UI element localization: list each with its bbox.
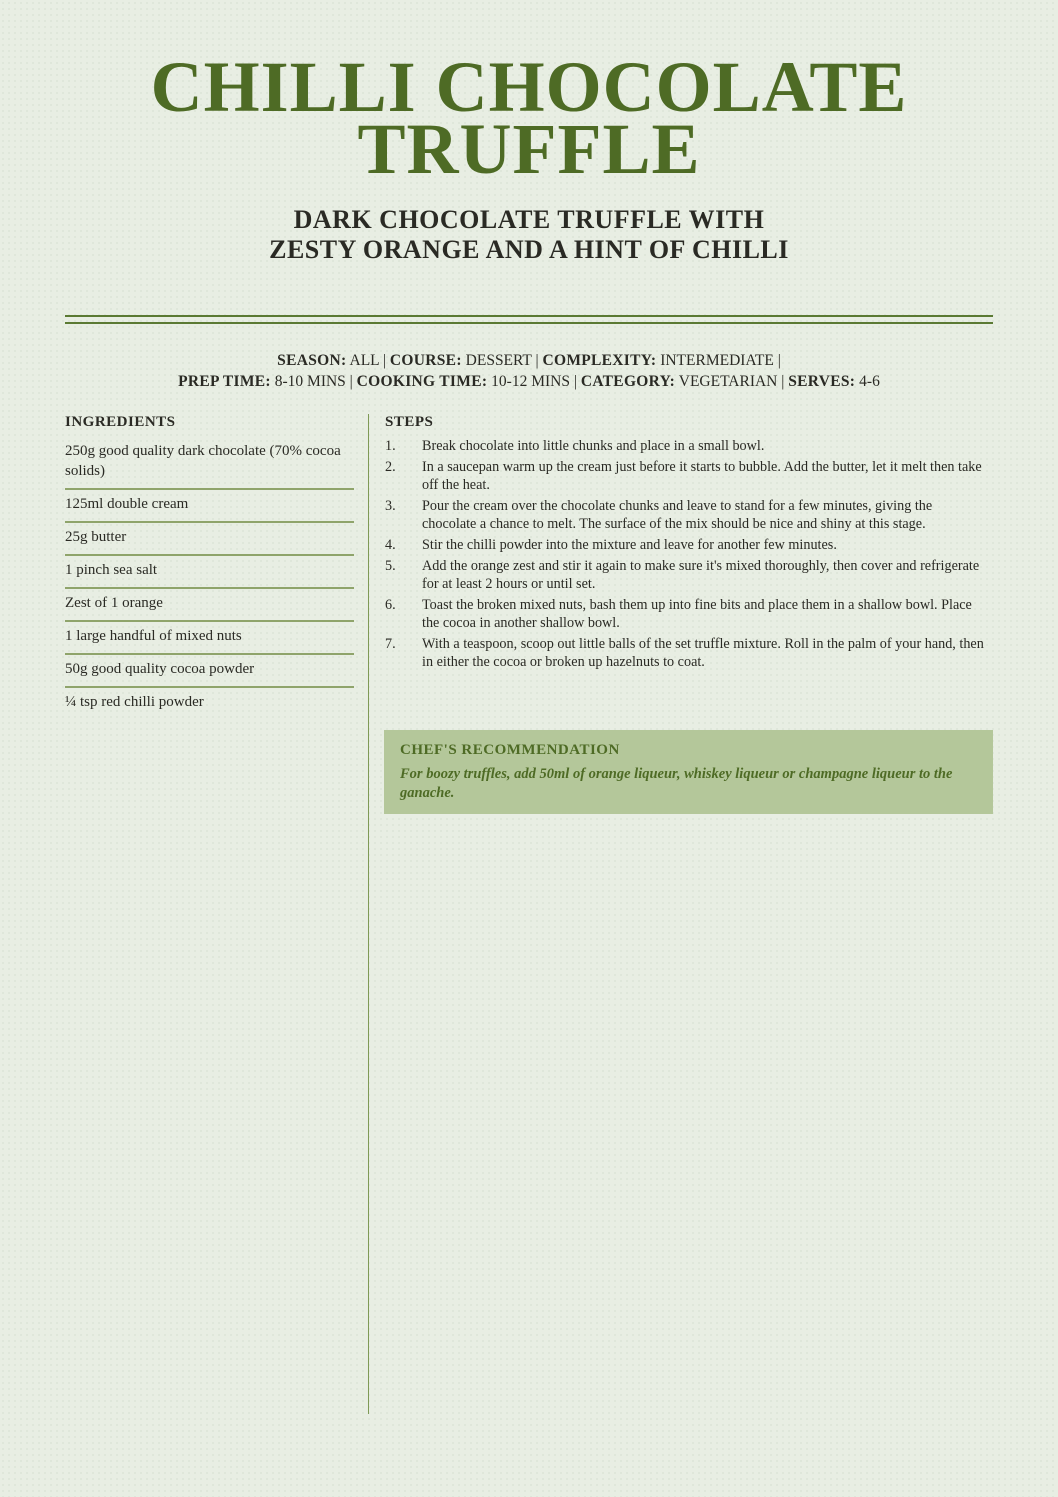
step-number: 2.	[385, 459, 396, 475]
meta-separator: |	[535, 352, 539, 369]
step-item	[385, 635, 985, 671]
step-item	[385, 437, 985, 455]
course-value: DESSERT	[465, 352, 532, 369]
step-text: Add the orange zest and stir it again to make sure it's mixed thoroughly, then cover and refrigerate for at least 2 hours or until set.	[422, 558, 980, 592]
step-text: Pour the cream over the chocolate chunks and leave to stand for a few minutes, giving the chocolate a chance to melt. The surface of the mix should be nice and shiny at this stage.	[422, 498, 933, 532]
step-item	[385, 458, 985, 494]
step-item	[385, 557, 985, 593]
serves-value: 4-6	[859, 373, 880, 390]
step-item	[385, 536, 985, 554]
step-number: 6.	[385, 597, 396, 613]
recipe-subtitle	[0, 205, 1058, 265]
ingredient-item: 25g butter	[65, 523, 354, 556]
step-number: 4.	[385, 537, 396, 553]
meta-separator: |	[382, 352, 387, 369]
ingredient-item: ¼ tsp red chilli powder	[65, 694, 204, 710]
recipe-meta	[0, 350, 1058, 392]
prep-time-label: PREP TIME:	[178, 373, 271, 390]
season-value: ALL	[349, 352, 380, 369]
complexity-value: INTERMEDIATE	[660, 352, 774, 369]
ingredient-item: 125ml double cream	[65, 490, 354, 523]
step-text: Toast the broken mixed nuts, bash them up into fine bits and place them in a shallow bowl. Place the cocoa in another shallow bowl.	[422, 597, 972, 631]
ingredients-heading: INGREDIENTS	[65, 414, 176, 430]
step-item	[385, 596, 985, 632]
prep-time-value: 8-10 MINS	[274, 373, 346, 390]
step-text: With a teaspoon, scoop out little balls of the set truffle mixture. Roll in the palm of your hand, then in either the cocoa or broken up hazelnuts to coat.	[422, 636, 984, 670]
meta-separator: |	[573, 373, 577, 390]
ingredients-section	[65, 414, 354, 719]
ingredients-list	[65, 437, 354, 719]
step-number: 7.	[385, 636, 396, 652]
meta-separator: |	[349, 373, 353, 390]
chef-recommendation-box	[384, 730, 993, 814]
meta-line-1	[0, 350, 1058, 371]
subtitle-line-1: DARK CHOCOLATE TRUFFLE WITH	[293, 205, 765, 234]
meta-separator: |	[777, 352, 781, 369]
top-rule-2	[65, 322, 993, 324]
category-value: VEGETARIAN	[678, 373, 778, 390]
step-number: 1.	[385, 438, 396, 454]
meta-line-2	[0, 371, 1058, 392]
ingredient-item: 50g good quality cocoa powder	[65, 655, 354, 688]
category-label: CATEGORY:	[580, 373, 676, 390]
step-text: In a saucepan warm up the cream just before it starts to bubble. Add the butter, let it melt then take off the heat.	[422, 459, 982, 493]
title-line-2: TRUFFLE	[357, 109, 701, 189]
cooking-time-value: 10-12 MINS	[491, 373, 570, 390]
step-text: Stir the chilli powder into the mixture and leave for another few minutes.	[422, 537, 837, 553]
column-divider	[368, 414, 369, 1414]
steps-list	[385, 437, 985, 671]
step-number: 3.	[385, 498, 396, 514]
step-item	[385, 497, 985, 533]
step-number: 5.	[385, 558, 396, 574]
ingredient-item: 1 pinch sea salt	[65, 556, 354, 589]
complexity-label: COMPLEXITY:	[542, 352, 657, 369]
subtitle-line-2: ZESTY ORANGE AND A HINT OF CHILLI	[269, 235, 789, 264]
ingredient-item: 1 large handful of mixed nuts	[65, 622, 354, 655]
meta-separator: |	[781, 373, 785, 390]
steps-heading: STEPS	[385, 414, 434, 430]
top-rule	[65, 315, 993, 317]
ingredient-item: Zest of 1 orange	[65, 589, 354, 622]
step-text: Break chocolate into little chunks and place in a small bowl.	[422, 438, 765, 454]
recipe-title	[0, 47, 1058, 189]
cooking-time-label: COOKING TIME:	[356, 373, 488, 390]
steps-section	[385, 414, 985, 674]
title-line-1: CHILLI CHOCOLATE	[150, 47, 908, 127]
ingredient-item: 250g good quality dark chocolate (70% cocoa solids)	[65, 437, 354, 490]
chef-recommendation-title: CHEF'S RECOMMENDATION	[400, 742, 620, 758]
season-label: SEASON:	[277, 352, 347, 369]
course-label: COURSE:	[389, 352, 462, 369]
chef-recommendation-text: For boozy truffles, add 50ml of orange liqueur, whiskey liqueur or champagne liqueur to the ganache.	[400, 766, 953, 801]
serves-label: SERVES:	[788, 373, 856, 390]
